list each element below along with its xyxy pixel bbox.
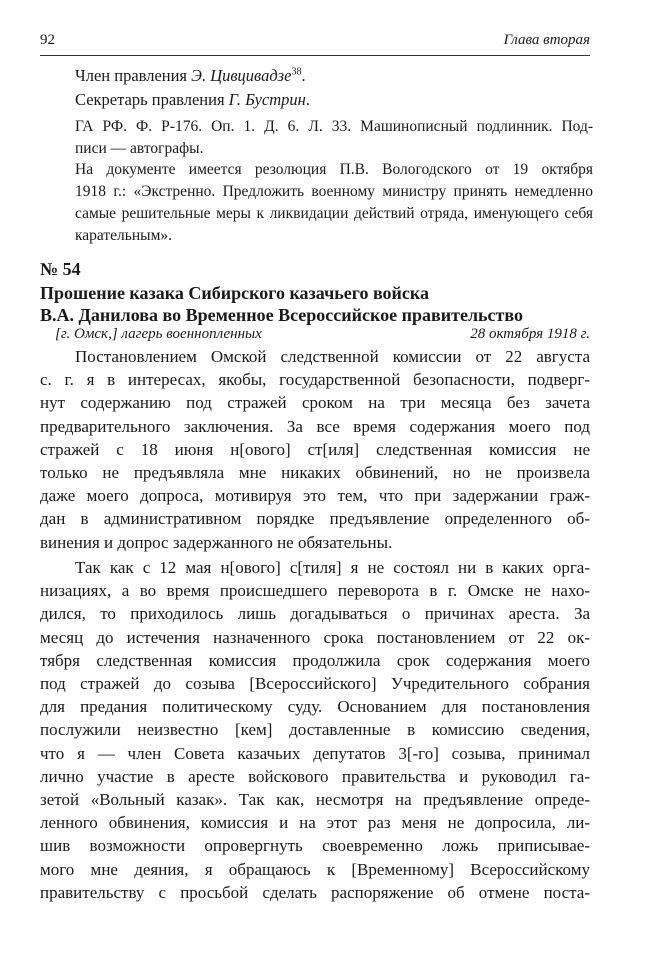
footnote-marker: 38 xyxy=(291,66,302,78)
signature-member-name: Э. Цивцивадзе xyxy=(191,66,292,85)
document-title-line: В.А. Данилова во Временное Всероссийское правительство xyxy=(40,305,523,325)
resolution-note: На документе имеется резолюция П.В. Вологодского от 19 октября 1918 г.: «Экстренно. Предложить военному министру принять немедленно самые решительные меры к ликвидации действий отряда, именующего себя карательным». xyxy=(75,161,593,244)
signature-secretary: Секретарь правления Г. Бустрин. xyxy=(75,90,310,109)
signature-member: Член правления Э. Цивцивадзе$^{38}$. xyxy=(75,66,306,85)
page-header xyxy=(40,32,590,54)
page-number: 92 xyxy=(40,32,55,48)
archive-note: ГА РФ. Ф. Р-176. Оп. 1. Д. 6. Л. 33. Машинописный подлинник. Под- писи — автографы. xyxy=(75,118,593,157)
signature-secretary-name: Г. Бустрин xyxy=(228,90,306,109)
body-paragraph-1: Постановлением Омской следственной комиссии от 22 августа с. г. я в интересах, якобы, государственной безопасности, подверг- нут содержанию под стражей сроком на три месяца без зачета предварительного заключения. За все время содержания моего под стражей с 18 июня н[ового] ст[иля] следственная комиссия не только не предъявляла мне никаких обвинений, но не произвела даже моего допроса, мотивируя это тем, что при задержании граж- дан в административном порядке предъявление определенного об- винения и допрос задержанного не обязательны. xyxy=(40,347,590,552)
signature-member-role: Член правления xyxy=(75,66,192,85)
document-place: [г. Омск,] лагерь военнопленных xyxy=(55,326,262,342)
document-title xyxy=(40,282,600,326)
body-paragraph-2: Так как с 12 мая н[ового] с[тиля] я не состоял ни в каких орга- низациях, а во время происшедшего переворота в г. Омске не нахо- дился, то приходилось лишь догадываться о причинах ареста. За месяц до истечения назначенного срока постановлением от 22 ок- тября следственная комиссия продолжила срок содержания моего под стражей до созыва [Всероссийского] Учредительного собрания для предания политическому суду. Основанием для постановления послужили неизвестно [кем] доставленные в комиссию сведения, что я — член Совета казачьих депутатов 3[-го] созыва, принимал лично участие в аресте войскового правительства и руководил га- зетой «Вольный казак». Так как, несмотря на предъявление опреде- ленного обвинения, комиссия и на этот раз меня не допросила, ли- шив возможности опровергнуть своевременно ложь приписывае- мого мне деяния, я обращаюсь к [Временному] Всероссийскому правительству с просьбой сделать распоряжение об отмене поста- xyxy=(40,558,590,902)
document-title-line: Прошение казака Сибирского казачьего войска xyxy=(40,283,430,303)
signature-secretary-role: Секретарь правления xyxy=(75,90,229,109)
running-head: Глава вторая xyxy=(503,32,590,48)
header-divider xyxy=(40,55,590,56)
document-date: 28 октября 1918 г. xyxy=(470,326,590,342)
document-number: № 54 xyxy=(40,259,81,279)
